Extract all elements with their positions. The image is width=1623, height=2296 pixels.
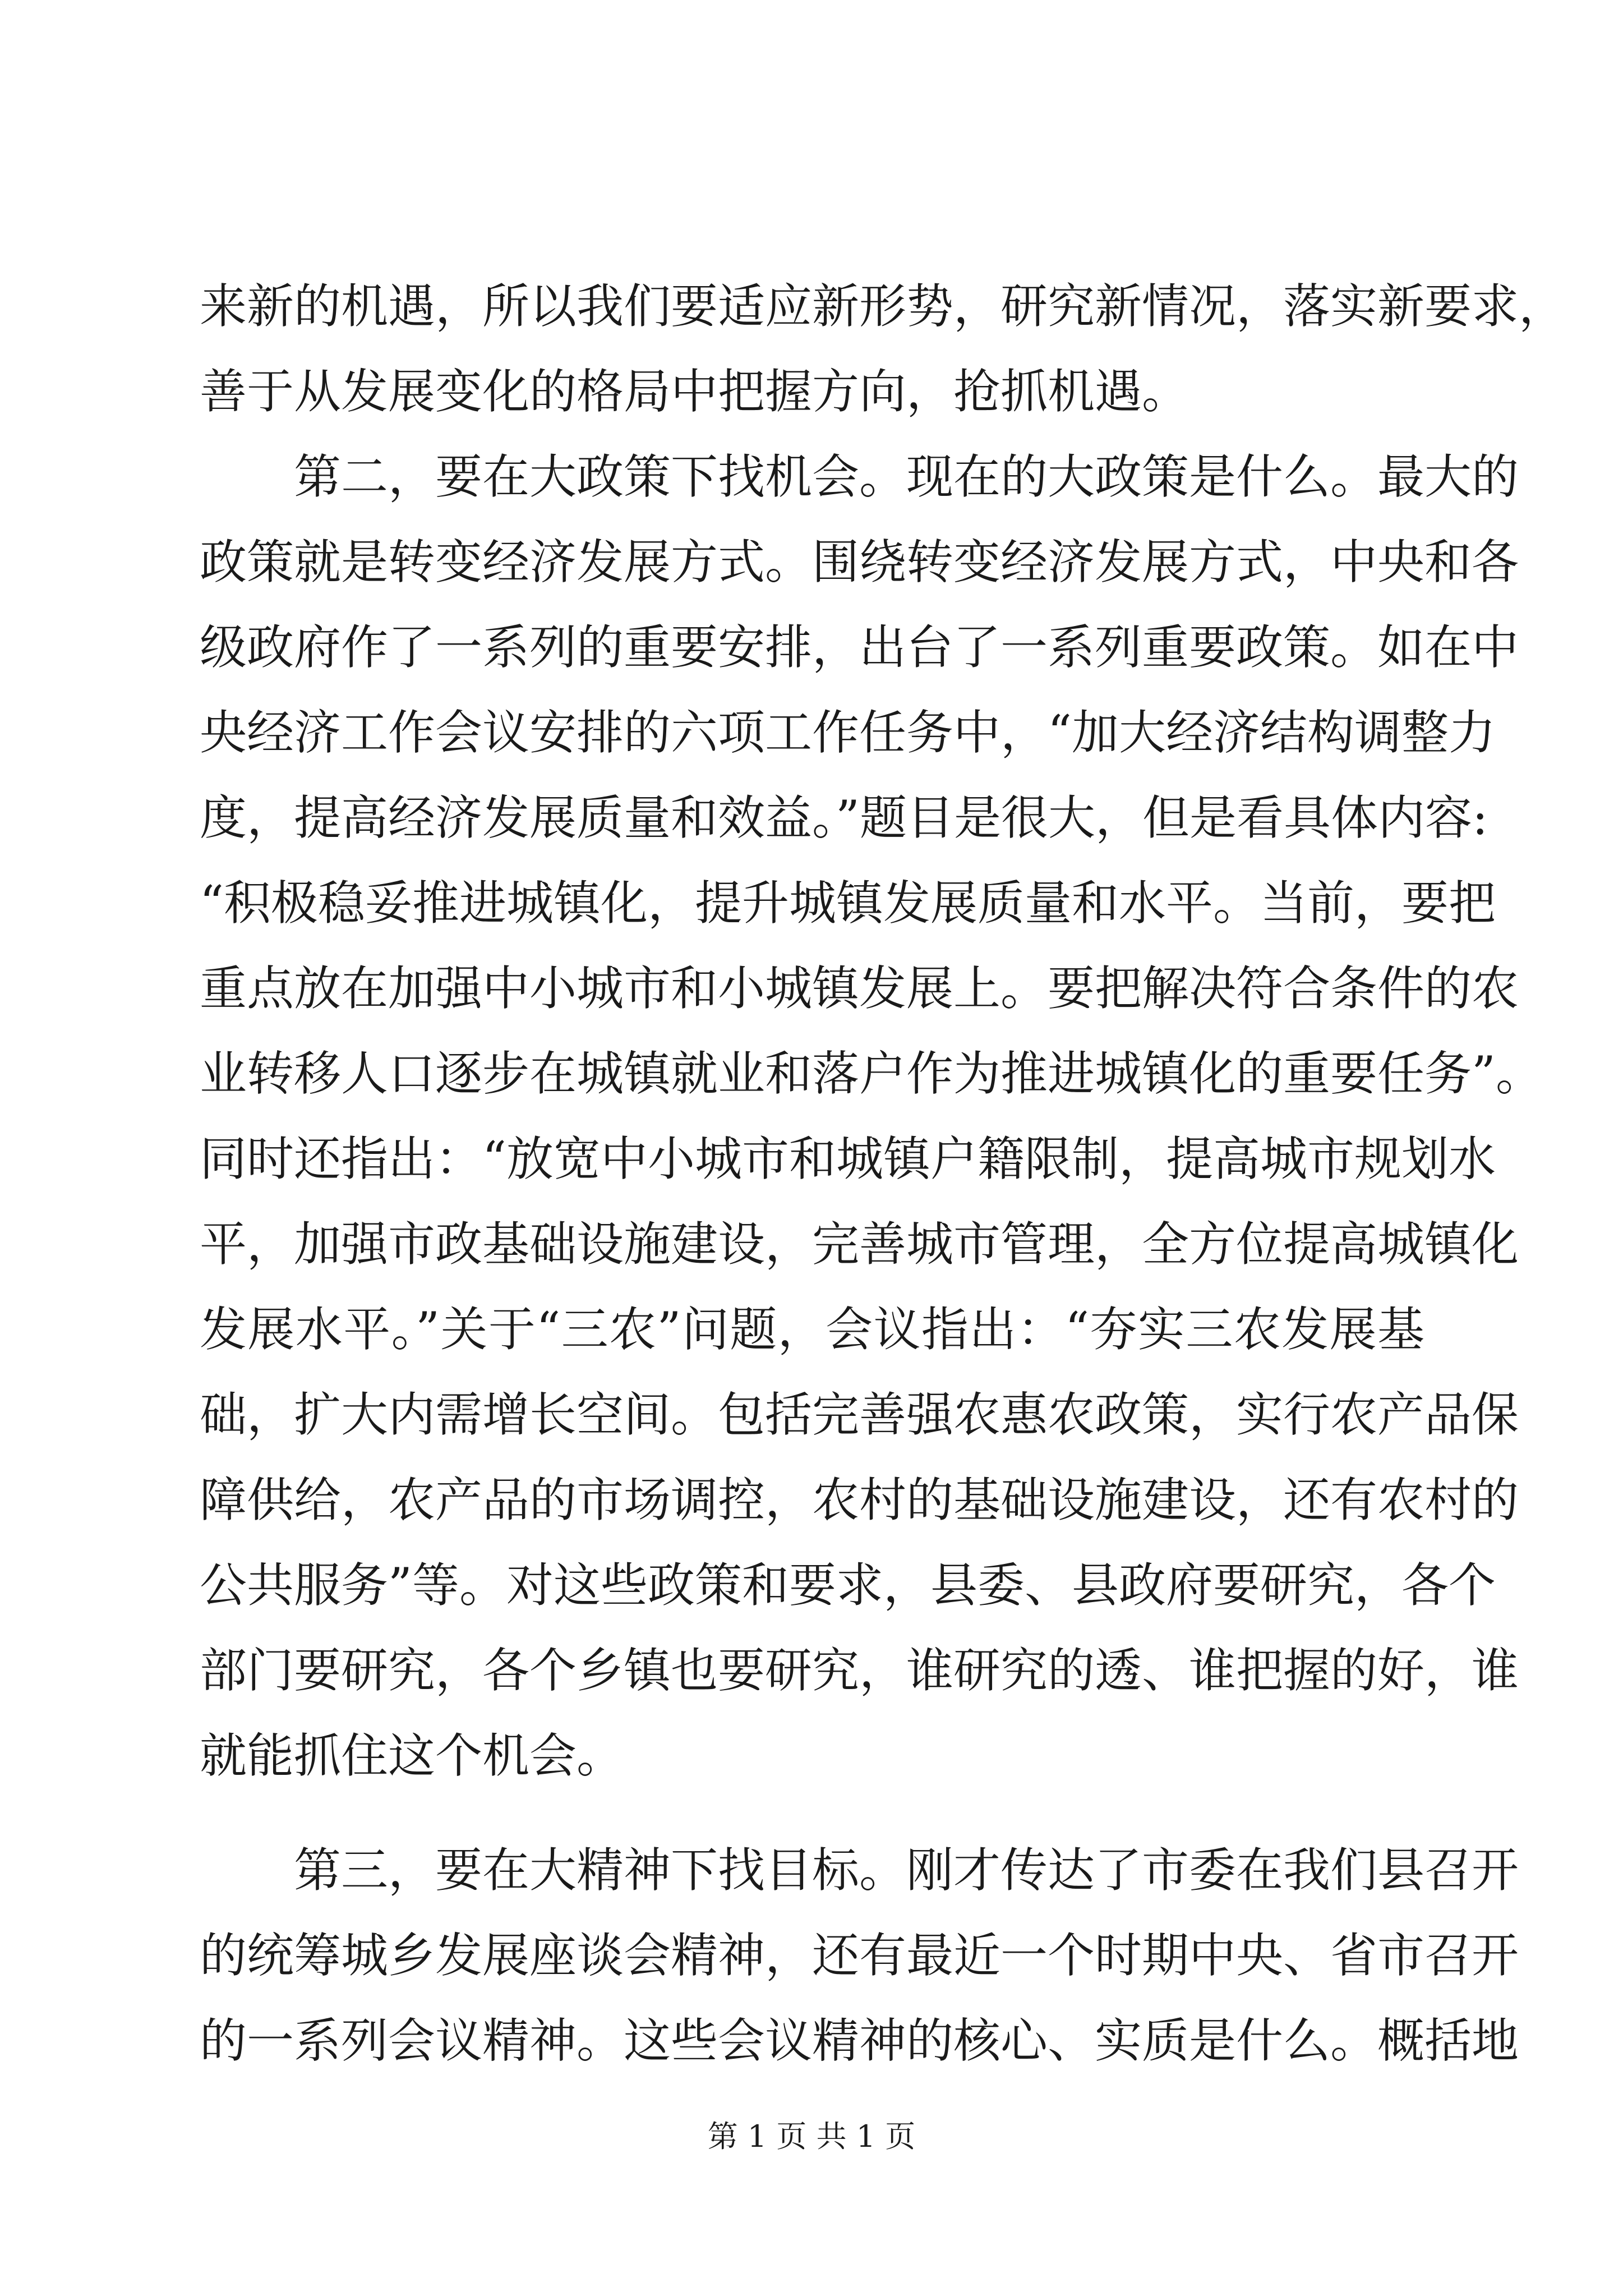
paragraph <box>200 434 1543 1798</box>
text-line: 部门要研究，各个乡镇也要研究，谁研究的透、谁把握的好，谁 <box>200 1643 1519 1698</box>
text-line: 同时还指出：“放宽中小城市和城镇户籍限制，提高城市规划水 <box>200 1131 1496 1186</box>
text-line: “积极稳妥推进城镇化，提升城镇发展质量和水平。当前，要把 <box>200 876 1496 931</box>
paragraph-spacing <box>200 1798 1424 1828</box>
text-line: 政策就是转变经济发展方式。围绕转变经济发展方式，中央和各 <box>200 535 1519 590</box>
text-line: 央经济工作会议安排的六项工作任务中，“加大经济结构调整力 <box>200 705 1496 760</box>
text-line: 础，扩大内需增长空间。包括完善强农惠农政策，实行农产品保 <box>200 1387 1519 1442</box>
text-line: 平，加强市政基础设施建设，完善城市管理，全方位提高城镇化 <box>200 1217 1519 1272</box>
paragraph <box>200 264 1566 434</box>
text-line: 就能抓住这个机会。 <box>200 1728 624 1783</box>
text-line: 级政府作了一系列的重要安排，出台了一系列重要政策。如在中 <box>200 620 1519 675</box>
text-line: 障供给，农产品的市场调控，农村的基础设施建设，还有农村的 <box>200 1473 1519 1527</box>
paragraph <box>200 1828 1519 2083</box>
text-line: 重点放在加强中小城市和小城镇发展上。要把解决符合条件的农 <box>200 961 1519 1016</box>
text-line: 善于从发展变化的格局中把握方向，抢抓机遇。 <box>200 364 1189 419</box>
text-line: 发展水平。”关于“三农”问题，会议指出：“夯实三农发展基 <box>200 1302 1424 1357</box>
text-line: 第三，要在大精神下找目标。刚才传达了市委在我们县召开 <box>294 1843 1519 1898</box>
text-line: 度，提高经济发展质量和效益。”题目是很大，但是看具体内容: <box>200 790 1488 845</box>
document-body <box>200 264 1566 2083</box>
text-line: 的统筹城乡发展座谈会精神，还有最近一个时期中央、省市召开 <box>200 1928 1519 1983</box>
text-line: 来新的机遇，所以我们要适应新形势，研究新情况，落实新要求， <box>200 279 1566 334</box>
text-line: 第二，要在大政策下找机会。现在的大政策是什么。最大的 <box>294 449 1519 504</box>
text-line: 的一系列会议精神。这些会议精神的核心、实质是什么。概括地 <box>200 2013 1519 2068</box>
text-line: 业转移人口逐步在城镇就业和落户作为推进城镇化的重要任务”。 <box>200 1046 1543 1101</box>
page-number-footer: 第 1 页 共 1 页 <box>707 2119 916 2154</box>
text-line: 公共服务”等。对这些政策和要求，县委、县政府要研究，各个 <box>200 1558 1496 1613</box>
